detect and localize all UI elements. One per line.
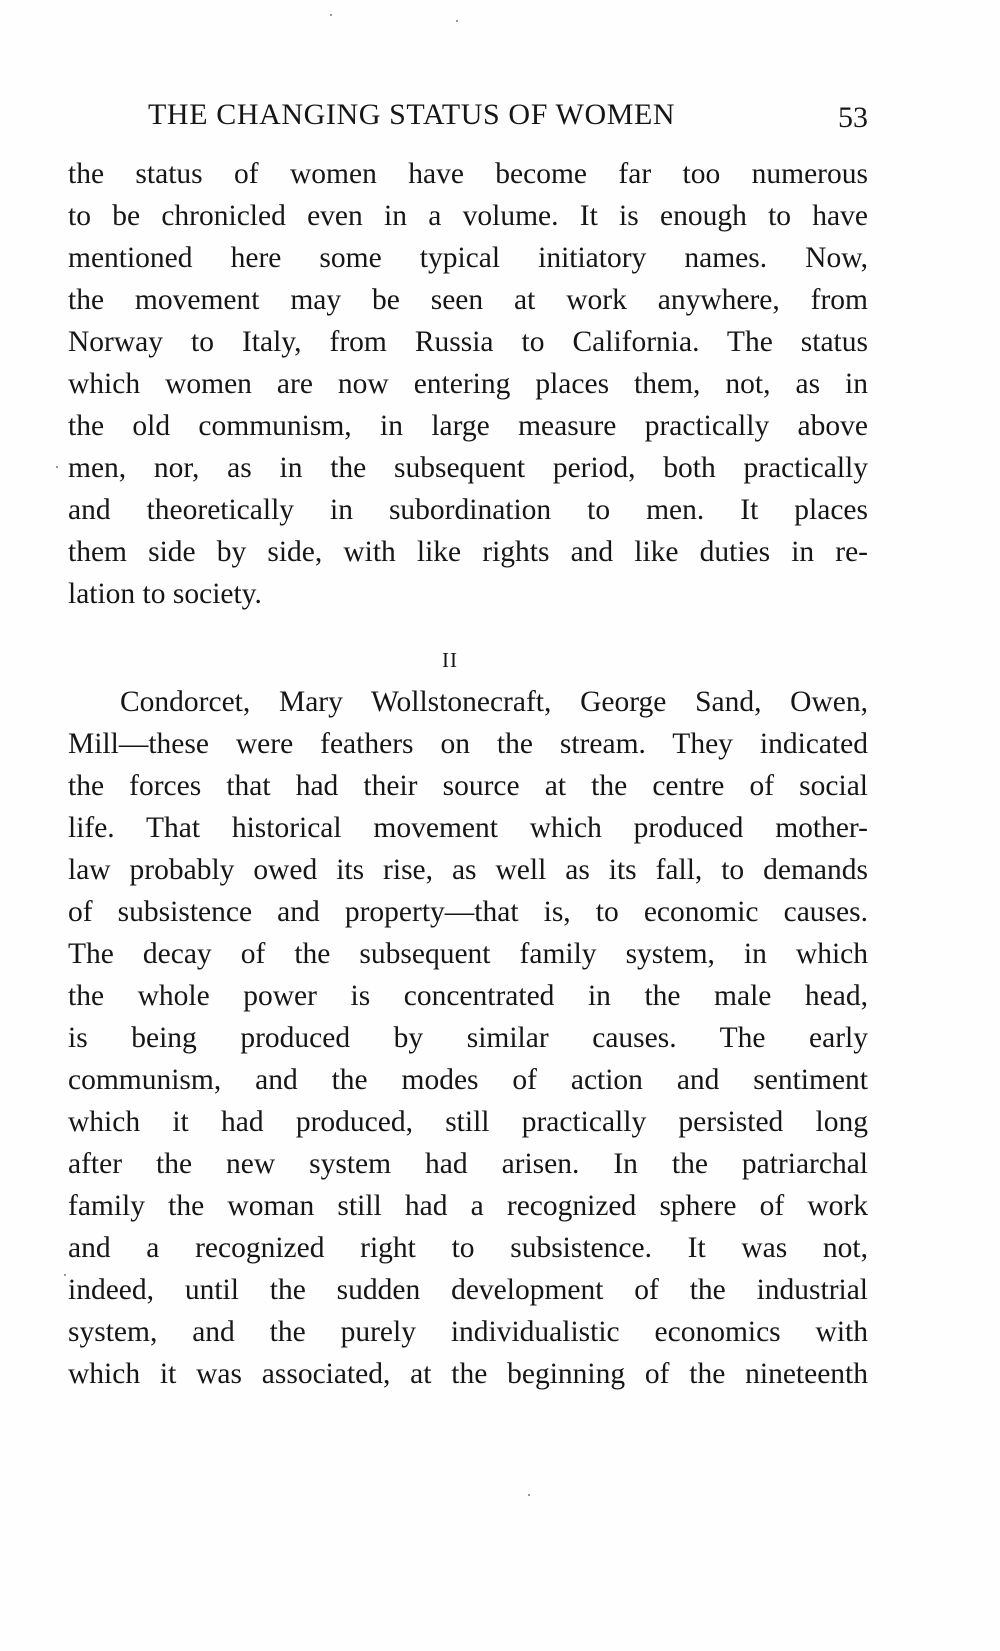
text-line: system, and the purely individualistic economics with <box>68 1316 868 1348</box>
paragraph <box>68 681 868 1395</box>
text-line: the whole power is concentrated in the male head, <box>68 980 868 1012</box>
text-line: mentioned here some typical initiatory names. Now, <box>68 242 868 274</box>
text-line: Condorcet, Mary Wollstonecraft, George Sand, Owen, <box>120 686 868 718</box>
text-line: the status of women have become far too numerous <box>68 158 868 190</box>
text-line: the old communism, in large measure practically above <box>68 410 868 442</box>
text-line: which it had produced, still practically persisted long <box>68 1106 868 1138</box>
page-number: 53 <box>838 101 868 134</box>
text-line: is being produced by similar causes. The early <box>68 1022 868 1054</box>
paper-speck <box>456 20 458 22</box>
text-line: which it was associated, at the beginning of the nineteenth <box>68 1358 868 1390</box>
text-line: the forces that had their source at the centre of social <box>68 770 868 802</box>
text-line: life. That historical movement which produced mother- <box>68 812 868 844</box>
text-line: men, nor, as in the subsequent period, both practically <box>68 452 868 484</box>
section-number: II <box>442 648 458 672</box>
text-line: the movement may be seen at work anywhere, from <box>68 284 868 316</box>
paper-speck <box>56 466 58 468</box>
paper-speck <box>64 1274 66 1276</box>
running-title: THE CHANGING STATUS OF WOMEN <box>148 98 676 131</box>
text-line: law probably owed its rise, as well as its fall, to demands <box>68 854 868 886</box>
paragraph <box>68 153 868 615</box>
paper-speck <box>330 14 332 16</box>
page-header <box>148 98 868 142</box>
text-line: which women are now entering places them, not, as in <box>68 368 868 400</box>
text-line: of subsistence and property—that is, to economic causes. <box>68 896 868 928</box>
text-line: indeed, until the sudden development of the industrial <box>68 1274 868 1306</box>
paper-speck <box>528 1494 530 1496</box>
text-line: and theoretically in subordination to men. It places <box>68 494 868 526</box>
text-line: communism, and the modes of action and sentiment <box>68 1064 868 1096</box>
text-line: family the woman still had a recognized sphere of work <box>68 1190 868 1222</box>
text-line: and a recognized right to subsistence. It was not, <box>68 1232 868 1264</box>
text-line: Mill—these were feathers on the stream. They indicated <box>68 728 868 760</box>
text-line: The decay of the subsequent family system, in which <box>68 938 868 970</box>
text-line: Norway to Italy, from Russia to California. The status <box>68 326 868 358</box>
text-line: them side by side, with like rights and like duties in re- <box>68 536 868 568</box>
text-line: to be chronicled even in a volume. It is enough to have <box>68 200 868 232</box>
text-line: after the new system had arisen. In the patriarchal <box>68 1148 868 1180</box>
text-line: lation to society. <box>68 578 262 610</box>
